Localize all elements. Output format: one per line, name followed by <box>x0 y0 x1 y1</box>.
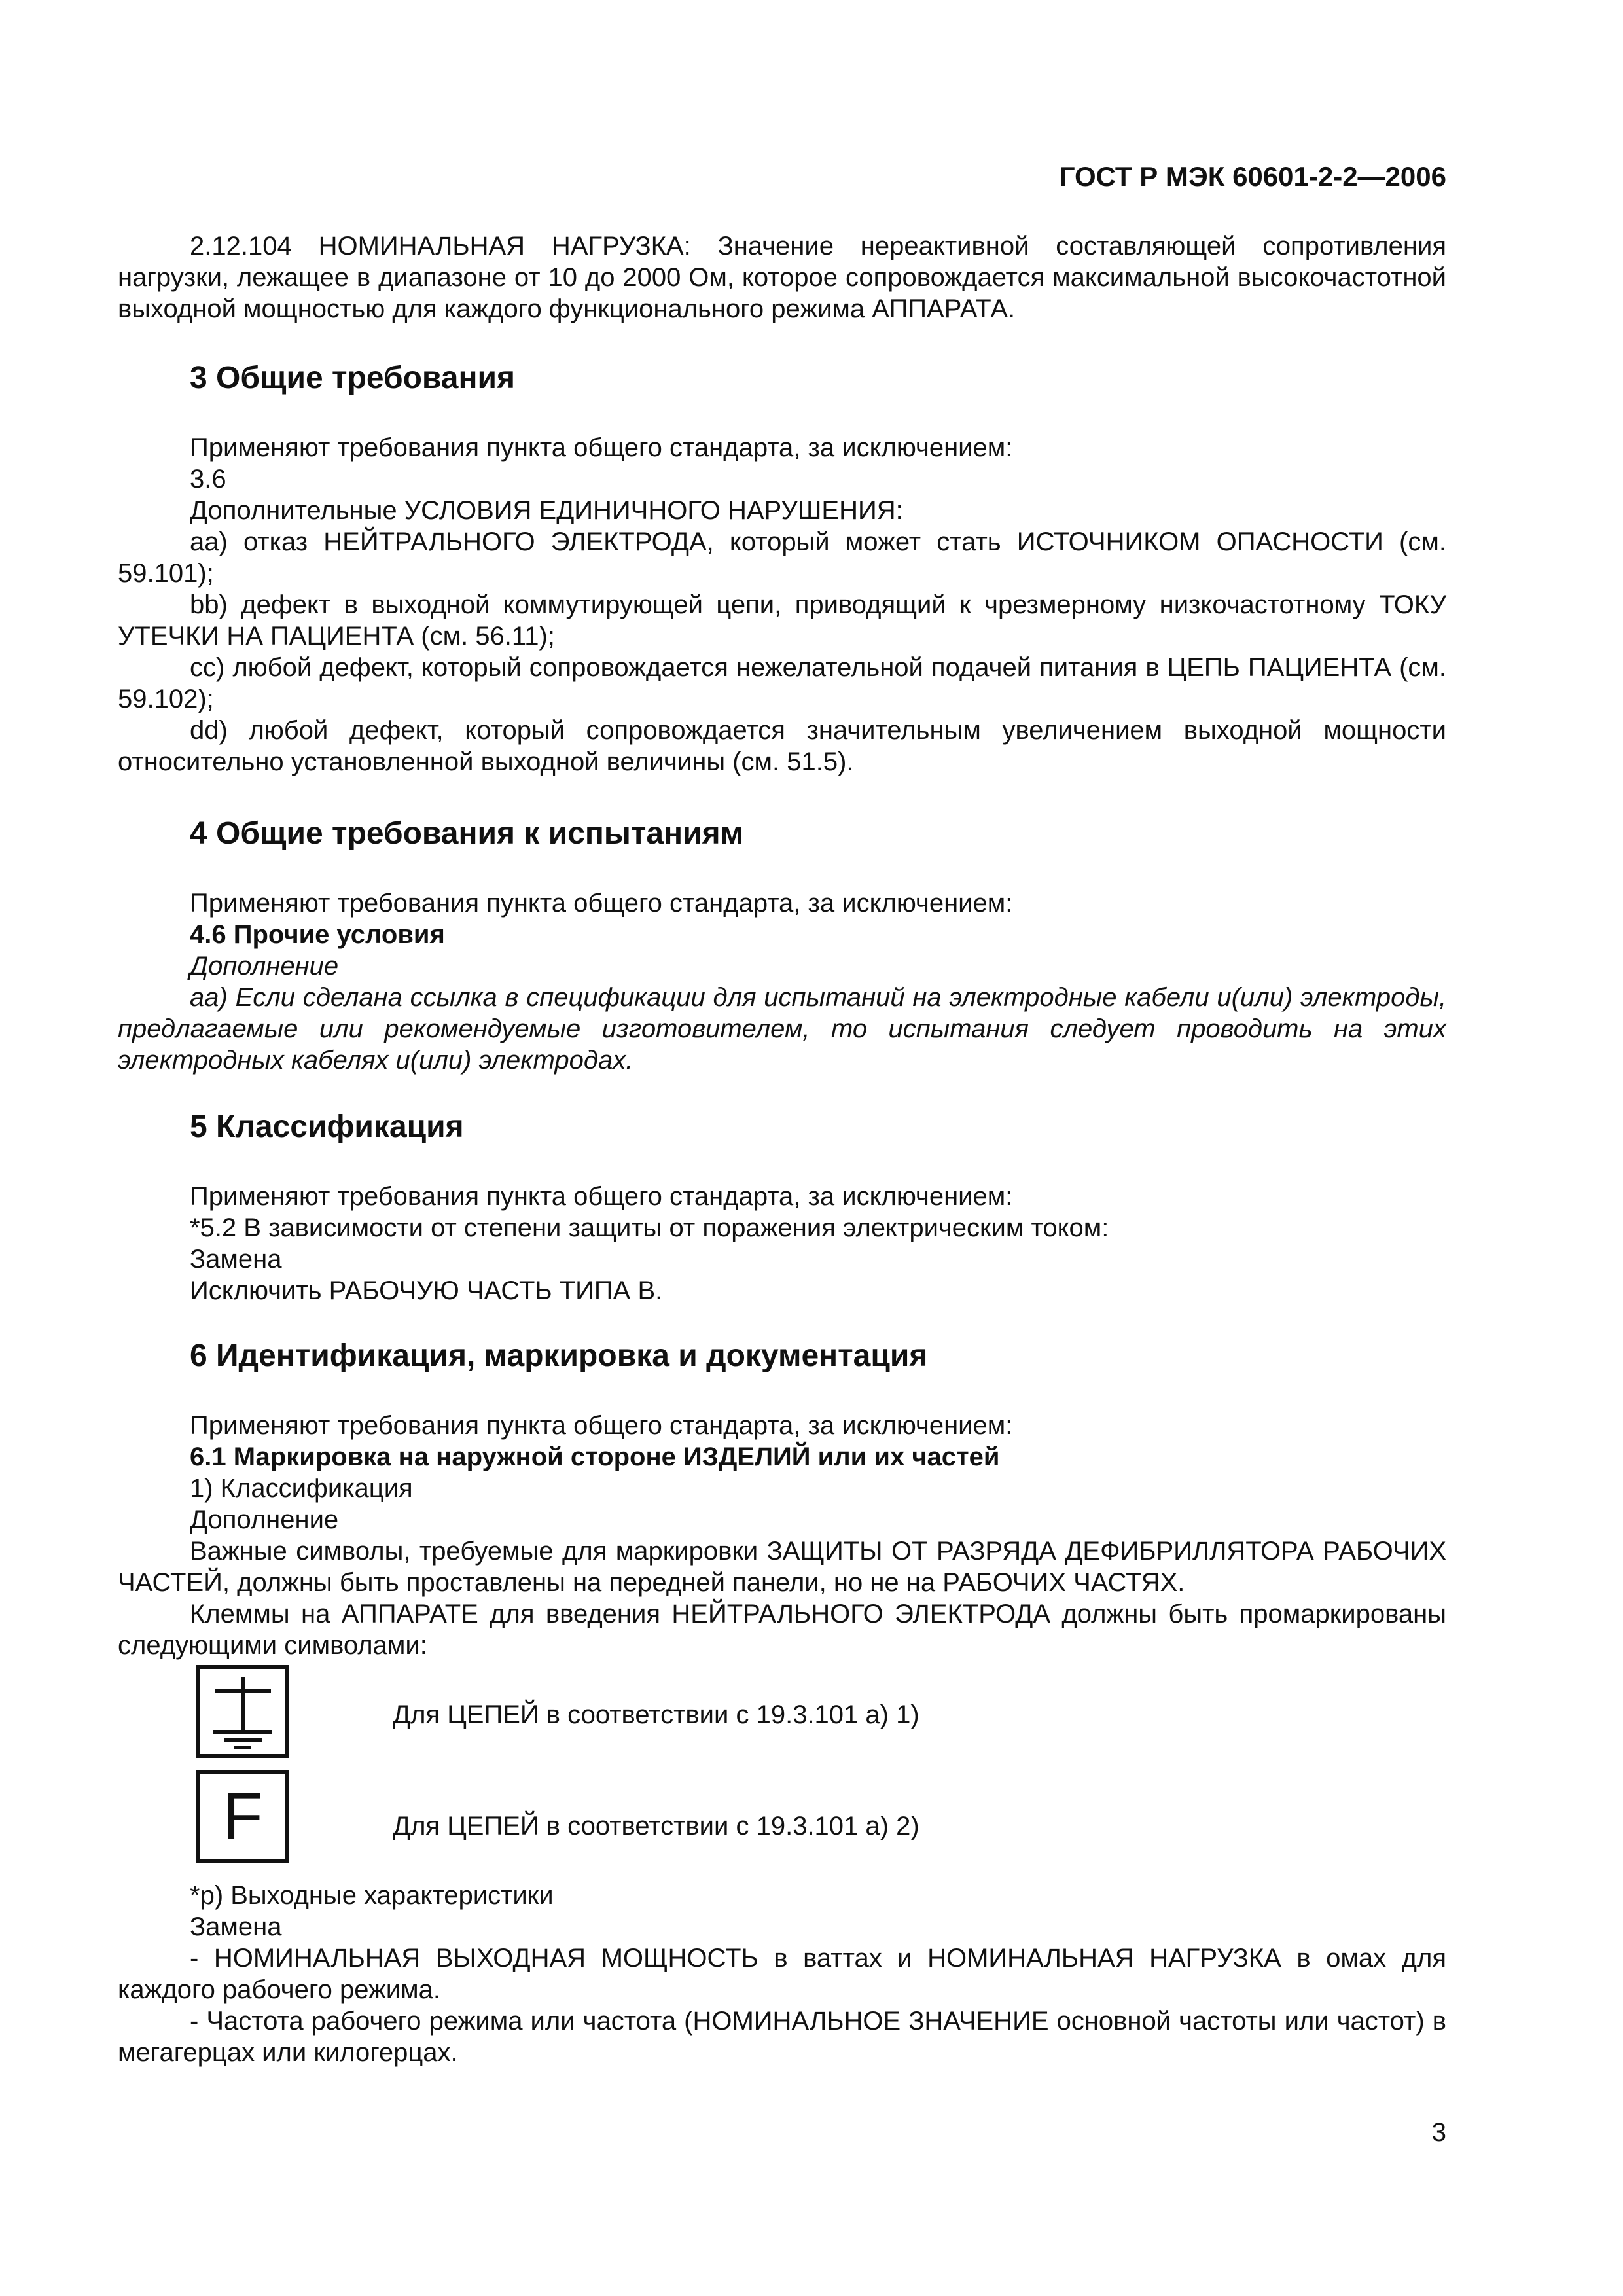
section-3-apply: Применяют требования пункта общего стандарта, за исключением: <box>190 433 1013 462</box>
f-letter: F <box>223 1780 263 1853</box>
symbol-2-caption: Для ЦЕПЕЙ в соответствии с 19.3.101 а) 2) <box>393 1812 919 1840</box>
section-3-title: 3 Общие требования <box>190 361 515 395</box>
section-5-title: 5 Классификация <box>190 1109 464 1144</box>
section-5-item: *5.2 В зависимости от степени защиты от поражения электрическим током: <box>190 1213 1109 1242</box>
section-3-subtitle: Дополнительные УСЛОВИЯ ЕДИНИЧНОГО НАРУШЕНИЯ: <box>190 496 903 525</box>
document-code: ГОСТ Р МЭК 60601-2-2—2006 <box>1059 161 1446 192</box>
section-4-title: 4 Общие требования к испытаниям <box>190 816 744 851</box>
section-6-output-item: *р) Выходные характеристики <box>190 1881 554 1910</box>
section-6-paragraph-1: Важные символы, требуемые для маркировки ЗАЩИТЫ ОТ РАЗРЯДА ДЕФИБРИЛЛЯТОРА РАБОЧИХ ЧАСТЕЙ, должны быть проставлены на передней панели, но не на РАБОЧИХ ЧАСТЯХ. <box>118 1537 1446 1597</box>
section-5-exclude: Исключить РАБОЧУЮ ЧАСТЬ ТИПА В. <box>190 1276 663 1305</box>
section-5-replace: Замена <box>190 1245 282 1274</box>
section-3-number: 3.6 <box>190 465 226 493</box>
section-4-addition: Дополнение <box>190 952 339 980</box>
definition-paragraph: 2.12.104 НОМИНАЛЬНАЯ НАГРУЗКА: Значение нереактивной составляющей сопротивления нагрузки, лежащее в диапазоне от 10 до 2000 Ом, которое сопровождается максимальной высокочастотной выходной мощностью для каждого функционального режима АППАРАТА. <box>118 232 1446 323</box>
symbol-row-1 <box>118 1665 1446 1763</box>
symbol-row-2 <box>118 1770 1446 1868</box>
section-5 <box>118 1109 1446 1306</box>
section-6-title: 6 Идентификация, маркировка и документация <box>190 1338 928 1373</box>
section-6-replace: Замена <box>190 1912 282 1941</box>
symbol-1-caption: Для ЦЕПЕЙ в соответствии с 19.3.101 а) 1) <box>393 1700 919 1729</box>
floating-f-symbol-icon <box>196 1770 289 1863</box>
section-3-item-bb: bb) дефект в выходной коммутирующей цепи, приводящий к чрезмерному низкочастотному ТОКУ УТЕЧКИ НА ПАЦИЕНТА (см. 56.11); <box>118 590 1446 651</box>
section-4 <box>118 816 1446 1076</box>
section-4-item-aa: аа) Если сделана ссылка в спецификации для испытаний на электродные кабели и(или) электроды, предлагаемые или рекомендуемые изготовителем, то испытания следует проводить на этих электродных кабелях и(или) электродах. <box>118 983 1446 1075</box>
section-6-dash-2: - Частота рабочего режима или частота (НОМИНАЛЬНОЕ ЗНАЧЕНИЕ основной частоты или частот) в мегагерцах или килогерцах. <box>118 2007 1446 2067</box>
section-5-apply: Применяют требования пункта общего стандарта, за исключением: <box>190 1182 1013 1211</box>
section-6-dash-1: - НОМИНАЛЬНАЯ ВЫХОДНАЯ МОЩНОСТЬ в ваттах и НОМИНАЛЬНАЯ НАГРУЗКА в омах для каждого рабочего режима. <box>118 1944 1446 2004</box>
section-3-item-dd: dd) любой дефект, который сопровождается значительным увеличением выходной мощности относительно установленной выходной величины (см. 51.5). <box>118 716 1446 776</box>
section-6 <box>118 1338 1446 2068</box>
section-4-apply: Применяют требования пункта общего стандарта, за исключением: <box>190 889 1013 918</box>
section-3 <box>118 360 1446 778</box>
section-6-apply: Применяют требования пункта общего стандарта, за исключением: <box>190 1411 1013 1440</box>
page-number: 3 <box>1431 2118 1446 2147</box>
section-6-classification: 1) Классификация <box>190 1474 413 1503</box>
section-4-subtitle: 4.6 Прочие условия <box>190 920 445 949</box>
section-6-addition: Дополнение <box>190 1505 339 1534</box>
section-3-item-aa: аа) отказ НЕЙТРАЛЬНОГО ЭЛЕКТРОДА, который может стать ИСТОЧНИКОМ ОПАСНОСТИ (см. 59.101); <box>118 528 1446 588</box>
neutral-electrode-earth-symbol-icon <box>196 1665 289 1758</box>
section-6-paragraph-2: Клеммы на АППАРАТЕ для введения НЕЙТРАЛЬНОГО ЭЛЕКТРОДА должны быть промаркированы следующими символами: <box>118 1600 1446 1660</box>
intro-section <box>118 230 1446 325</box>
section-6-subtitle: 6.1 Маркировка на наружной стороне ИЗДЕЛИЙ или их частей <box>190 1443 1000 1471</box>
section-3-item-cc: сс) любой дефект, который сопровождается нежелательной подачей питания в ЦЕПЬ ПАЦИЕНТА (см. 59.102); <box>118 653 1446 713</box>
